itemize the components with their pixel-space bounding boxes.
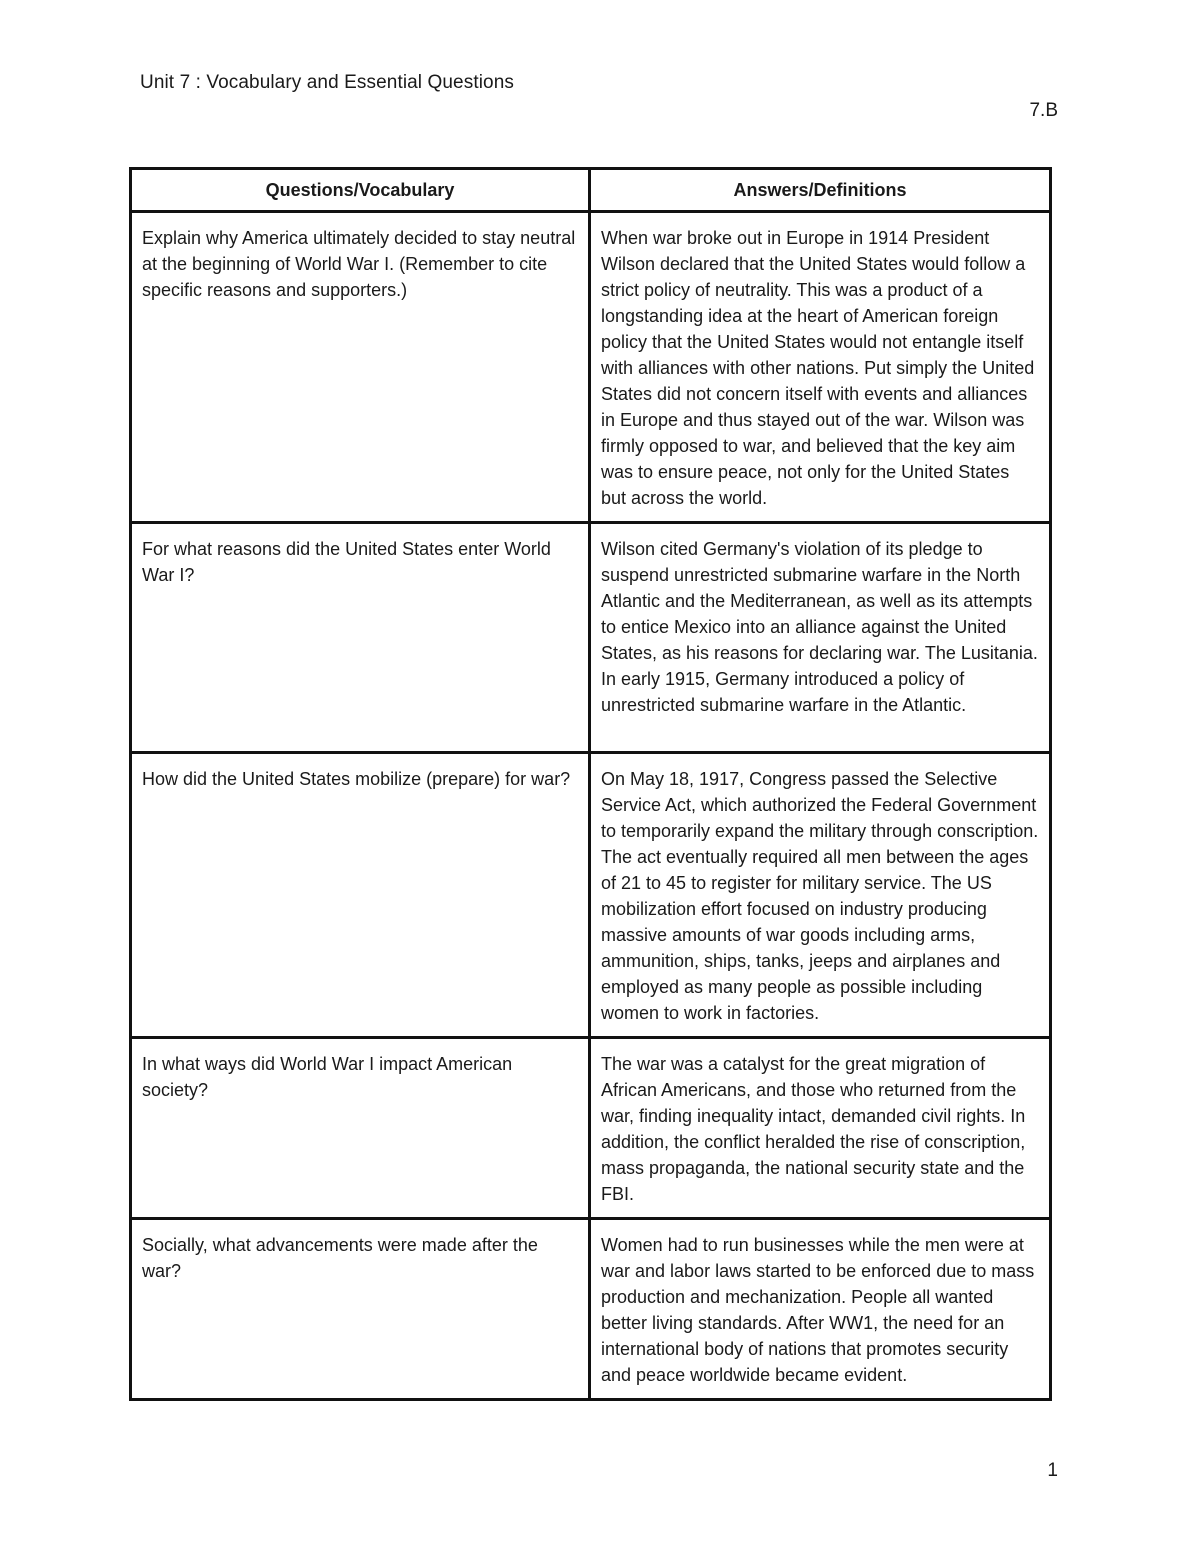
question-cell: How did the United States mobilize (prepare) for war? — [131, 753, 590, 1038]
table-row — [131, 212, 1051, 523]
answer-cell: On May 18, 1917, Congress passed the Selective Service Act, which authorized the Federal Government to temporarily expand the military through conscription. The act eventually required all men between the ages of 21 to 45 to register for military service. The US mobilization effort focused on industry producing massive amounts of war goods including arms, ammunition, ships, tanks, jeeps and airplanes and employed as many people as possible including women to work in factories. — [590, 753, 1051, 1038]
table-row — [131, 753, 1051, 1038]
table-row — [131, 523, 1051, 753]
vocabulary-table — [129, 167, 1052, 1401]
question-cell: Explain why America ultimately decided to stay neutral at the beginning of World War I. (Remember to cite specific reasons and supporters.) — [131, 212, 590, 523]
column-header-answers: Answers/Definitions — [590, 169, 1051, 212]
table-row — [131, 1038, 1051, 1219]
question-cell: Socially, what advancements were made after the war? — [131, 1219, 590, 1400]
table-row — [131, 1219, 1051, 1400]
page-number: 1 — [1047, 1460, 1058, 1481]
answer-cell: When war broke out in Europe in 1914 President Wilson declared that the United States would follow a strict policy of neutrality. This was a product of a longstanding idea at the heart of American foreign policy that the United States would not entangle itself with alliances with other nations. Put simply the United States did not concern itself with events and alliances in Europe and thus stayed out of the war. Wilson was firmly opposed to war, and believed that the key aim was to ensure peace, not only for the United States but across the world. — [590, 212, 1051, 523]
question-cell: For what reasons did the United States enter World War I? — [131, 523, 590, 753]
answer-cell: Women had to run businesses while the men were at war and labor laws started to be enforced due to mass production and mechanization. People all wanted better living standards. After WW1, the need for an international body of nations that promotes security and peace worldwide became evident. — [590, 1219, 1051, 1400]
page-title: Unit 7 : Vocabulary and Essential Questions — [140, 72, 514, 93]
answer-cell: Wilson cited Germany's violation of its pledge to suspend unrestricted submarine warfare in the North Atlantic and the Mediterranean, as well as its attempts to entice Mexico into an alliance against the United States, as his reasons for declaring war. The Lusitania. In early 1915, Germany introduced a policy of unrestricted submarine warfare in the Atlantic. — [590, 523, 1051, 753]
answer-cell: The war was a catalyst for the great migration of African Americans, and those who returned from the war, finding inequality intact, demanded civil rights. In addition, the conflict heralded the rise of conscription, mass propaganda, the national security state and the FBI. — [590, 1038, 1051, 1219]
question-cell: In what ways did World War I impact American society? — [131, 1038, 590, 1219]
section-code: 7.B — [1029, 100, 1058, 121]
table-header-row — [131, 169, 1051, 212]
column-header-questions: Questions/Vocabulary — [131, 169, 590, 212]
